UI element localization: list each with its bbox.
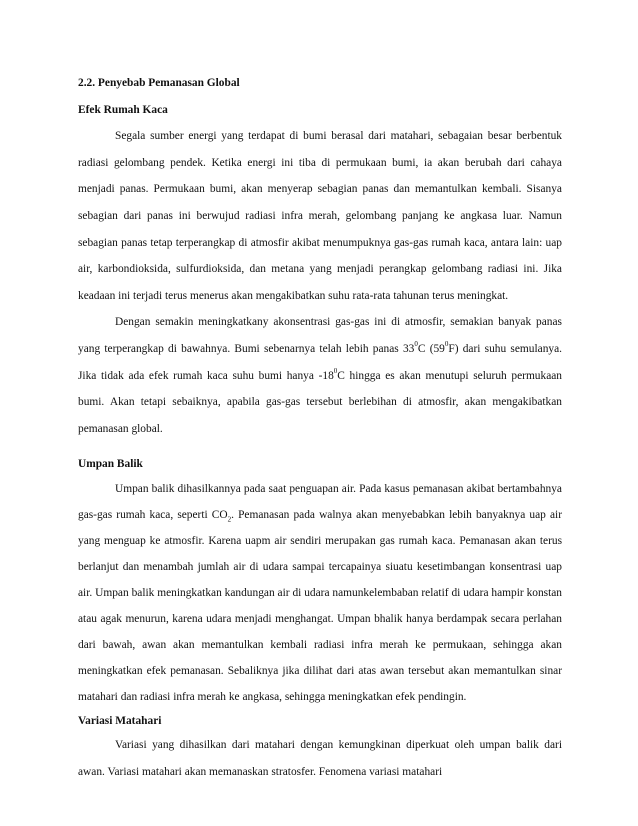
superscript-degree: 0	[333, 366, 338, 375]
subsection-heading-variasi-matahari: Variasi Matahari	[78, 715, 162, 728]
superscript-degree: 0	[444, 340, 449, 349]
subsection-heading-umpan-balik: Umpan Balik	[78, 458, 143, 471]
section-title: 2.2. Penyebab Pemanasan Global	[78, 77, 240, 89]
subscript-two: 2	[227, 515, 232, 524]
text-run: C (59	[417, 342, 445, 355]
superscript-degree: 0	[414, 340, 418, 349]
paragraph-variasi-matahari: Variasi yang dihasilkan dari matahari dengan kemungkinan diperkuat oleh umpan balik dari awan. Variasi matahari akan memanaskan stratosfer. Fenomena variasi matahari	[78, 739, 562, 778]
paragraph-efek-rumah-kaca-2	[78, 309, 562, 442]
text-run: Umpan balik dihasilkannya pada saat penguapan air. Pada kasus pemanasan akibat bertambahnya gas-gas rumah kaca, seperti CO	[78, 483, 562, 522]
paragraph-efek-rumah-kaca-1: Segala sumber energi yang terdapat di bumi berasal dari matahari, sebagaian besar berbentuk radiasi gelombang pendek. Ketika energi ini tiba di permukaan bumi, ia akan berubah dari cahaya menjadi panas. Permukaan bumi, akan menyerap sebagian panas dan memantulkan kembali. Sisanya sebagian dari panas ini berwujud radiasi infra merah, gelombang panjang ke angkasa luar. Namun sebagian panas tetap terperangkap di atmosfir akibat menumpuknya gas-gas rumah kaca, antara lain: uap air, karbondioksida, sulfurdioksida, dan metana yang menjadi perangkap gelombang radiasi ini. Jika keadaan ini terjadi terus menerus akan mengakibatkan suhu rata-rata tahunan terus meningkat.	[78, 130, 562, 302]
subsection-heading-efek-rumah-kaca: Efek Rumah Kaca	[78, 103, 168, 116]
text-run: C hingga es akan menutupi seluruh permukaan bumi. Akan tetapi sebaiknya, apabila gas-gas tersebut berlebihan di atmosfir, akan mengakibatkan pemanasan global.	[78, 369, 563, 435]
text-run: . Pemanasan pada walnya akan menyebabkan lebih banyaknya uap air yang menguap ke atmosfir. Karena uapm air sendiri merupakan gas rumah kaca. Pemanasan akan terus berlanjut dan menambah jumlah air di udara sampai tercapainya siuatu kesetimbangan konsentrasi uap air. Umpan balik meningkatkan kandungan air di udara namunkelembaban relatif di udara hampir konstan atau agak menurun, karena udara menjadi menghangat. Umpan bhalik hanya berdampak secara perlahan dari bawah, awan akan memantulkan kembali radiasi infra merah ke permukaan, sehingga akan meningkatkan efek pemanasan. Sebaliknya jika dilihat dari atas awan tersebut akan memantulkan sinar matahari dan radiasi infra merah ke angkasa, sehingga meningkatkan efek pendingin.	[78, 509, 562, 704]
document-page	[78, 70, 562, 786]
paragraph-umpan-balik	[78, 476, 562, 710]
text-run: F) dari suhu semulanya. Jika tidak ada efek rumah kaca suhu bumi hanya -18	[78, 342, 562, 382]
text-run: Dengan semakin meningkatkany akonsentrasi gas-gas ini di atmosfir, semakian banyak panas yang terperangkap di bawahnya. Bumi sebenarnya telah lebih panas 33	[78, 316, 562, 355]
